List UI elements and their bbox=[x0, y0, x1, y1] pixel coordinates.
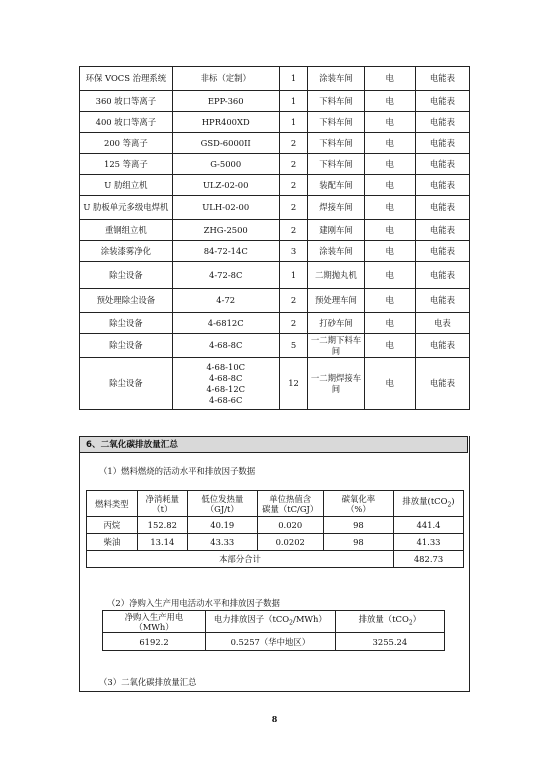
table-row bbox=[80, 196, 470, 220]
equipment-cell-location: 一二期焊接车间 bbox=[308, 358, 364, 410]
equipment-cell-model: 4-72-8C bbox=[172, 262, 279, 289]
equipment-cell-qty: 1 bbox=[279, 112, 308, 133]
table-row bbox=[87, 517, 464, 534]
equipment-cell-model: 84-72-14C bbox=[172, 241, 279, 262]
table-row bbox=[103, 633, 445, 651]
fuel-cell: 98 bbox=[323, 517, 393, 534]
table-row bbox=[80, 220, 470, 241]
equipment-cell-qty: 1 bbox=[279, 262, 308, 289]
fuel-cell: 40.19 bbox=[187, 517, 257, 534]
model-line: 4-68-8C bbox=[209, 372, 243, 383]
electricity-table bbox=[102, 610, 445, 651]
page-number: 8 bbox=[271, 714, 278, 724]
equipment-cell-meter: 电表 bbox=[415, 313, 469, 334]
equipment-cell-meter: 电能表 bbox=[415, 241, 469, 262]
fuel-header-carbon: 单位热值含 碳量（tC/GJ） bbox=[257, 491, 323, 517]
equipment-cell-energy: 电 bbox=[364, 289, 415, 313]
section-title: 6、二氧化碳排放量汇总 bbox=[79, 436, 468, 453]
elec-header-factor: 电力排放因子（tCO$_2$/MWh） bbox=[206, 611, 336, 633]
equipment-cell-qty: 2 bbox=[279, 289, 308, 313]
equipment-cell-location: 建刚车间 bbox=[308, 220, 364, 241]
equipment-cell-energy: 电 bbox=[364, 154, 415, 175]
table-row bbox=[80, 289, 470, 313]
equipment-cell-meter: 电能表 bbox=[415, 262, 469, 289]
equipment-cell-location: 装配车间 bbox=[308, 175, 364, 196]
equipment-cell-location: 下料车间 bbox=[308, 112, 364, 133]
fuel-cell: 柴油 bbox=[87, 534, 138, 551]
equipment-cell-energy: 电 bbox=[364, 175, 415, 196]
equipment-cell-model: 4-72 bbox=[172, 289, 279, 313]
electricity-subtitle: （2）净购入生产用电活动水平和排放因子数据 bbox=[107, 598, 280, 608]
equipment-cell-qty: 12 bbox=[279, 358, 308, 410]
table-row bbox=[87, 534, 464, 551]
equipment-cell-energy: 电 bbox=[364, 91, 415, 112]
fuel-header-oxidation: 碳氧化率 （%） bbox=[323, 491, 393, 517]
equipment-cell-name: 涂装漆雾净化 bbox=[80, 241, 173, 262]
fuel-header-emission: 排放量(tCO$_2$) bbox=[394, 491, 464, 517]
subtotal-label: 本部分合计 bbox=[87, 551, 394, 568]
equipment-cell-qty: 3 bbox=[279, 241, 308, 262]
equipment-cell-energy: 电 bbox=[364, 133, 415, 154]
fuel-cell: 0.0202 bbox=[257, 534, 323, 551]
fuel-subtitle: （1）燃料燃烧的活动水平和排放因子数据 bbox=[99, 466, 256, 476]
equipment-cell-meter: 电能表 bbox=[415, 358, 469, 410]
equipment-cell-meter: 电能表 bbox=[415, 334, 469, 358]
equipment-cell-qty: 5 bbox=[279, 334, 308, 358]
equipment-cell-model: 4-68-8C bbox=[172, 334, 279, 358]
elec-header-purchased: 净购入生产用电 （MWh） bbox=[103, 611, 206, 633]
equipment-cell-energy: 电 bbox=[364, 112, 415, 133]
table-row bbox=[80, 112, 470, 133]
table-row bbox=[80, 133, 470, 154]
fuel-cell: 0.020 bbox=[257, 517, 323, 534]
equipment-cell-energy: 电 bbox=[364, 358, 415, 410]
fuel-cell: 152.82 bbox=[137, 517, 187, 534]
equipment-cell-meter: 电能表 bbox=[415, 289, 469, 313]
equipment-cell-name: 环保 VOCS 治理系统 bbox=[80, 67, 173, 91]
equipment-cell-location: 一二期下料车间 bbox=[308, 334, 364, 358]
equipment-cell-location: 下料车间 bbox=[308, 91, 364, 112]
model-line: 4-68-10C bbox=[206, 361, 246, 372]
equipment-cell-energy: 电 bbox=[364, 196, 415, 220]
equipment-cell-qty: 2 bbox=[279, 175, 308, 196]
equipment-cell-meter: 电能表 bbox=[415, 220, 469, 241]
equipment-cell-energy: 电 bbox=[364, 241, 415, 262]
equipment-cell-location: 焊接车间 bbox=[308, 196, 364, 220]
equipment-cell-name: U 肋板单元多级电焊机 bbox=[80, 196, 173, 220]
table-row bbox=[80, 313, 470, 334]
equipment-cell-meter: 电能表 bbox=[415, 175, 469, 196]
equipment-cell-name: 除尘设备 bbox=[80, 262, 173, 289]
equipment-cell-qty: 2 bbox=[279, 133, 308, 154]
equipment-cell-energy: 电 bbox=[364, 334, 415, 358]
fuel-cell: 41.33 bbox=[394, 534, 464, 551]
equipment-cell-meter: 电能表 bbox=[415, 91, 469, 112]
equipment-cell-name: U 肋组立机 bbox=[80, 175, 173, 196]
equipment-cell-qty: 2 bbox=[279, 196, 308, 220]
fuel-cell: 98 bbox=[323, 534, 393, 551]
equipment-cell-location: 预处理车间 bbox=[308, 289, 364, 313]
equipment-cell-meter: 电能表 bbox=[415, 112, 469, 133]
fuel-cell: 13.14 bbox=[137, 534, 187, 551]
table-row bbox=[80, 241, 470, 262]
summary-subtitle: （3）二氧化碳排放量汇总 bbox=[99, 677, 197, 687]
equipment-cell-location: 涂装车间 bbox=[308, 241, 364, 262]
equipment-cell-model: ULZ-02-00 bbox=[172, 175, 279, 196]
equipment-cell-model: G-5000 bbox=[172, 154, 279, 175]
equipment-cell-qty: 1 bbox=[279, 91, 308, 112]
equipment-cell-energy: 电 bbox=[364, 313, 415, 334]
subtotal-row bbox=[87, 551, 464, 568]
equipment-cell-location: 下料车间 bbox=[308, 133, 364, 154]
table-row bbox=[80, 67, 470, 91]
equipment-cell-qty: 1 bbox=[279, 67, 308, 91]
table-row bbox=[80, 91, 470, 112]
fuel-table bbox=[86, 490, 464, 568]
fuel-cell: 43.33 bbox=[187, 534, 257, 551]
equipment-cell-name: 除尘设备 bbox=[80, 313, 173, 334]
equipment-cell-model: HPR400XD bbox=[172, 112, 279, 133]
equipment-cell-qty: 2 bbox=[279, 313, 308, 334]
equipment-cell-qty: 2 bbox=[279, 154, 308, 175]
equipment-cell-location: 打砂车间 bbox=[308, 313, 364, 334]
fuel-cell: 丙烷 bbox=[87, 517, 138, 534]
equipment-cell-energy: 电 bbox=[364, 262, 415, 289]
table-row bbox=[80, 175, 470, 196]
subtotal-value: 482.73 bbox=[394, 551, 464, 568]
fuel-header-consumption: 净消耗量 （t） bbox=[137, 491, 187, 517]
equipment-cell-model: ULH-02-00 bbox=[172, 196, 279, 220]
equipment-cell-meter: 电能表 bbox=[415, 67, 469, 91]
equipment-cell-energy: 电 bbox=[364, 220, 415, 241]
equipment-cell-name: 200 等离子 bbox=[80, 133, 173, 154]
equipment-cell-name: 125 等离子 bbox=[80, 154, 173, 175]
fuel-header-type: 燃料类型 bbox=[87, 491, 138, 517]
table-row bbox=[80, 358, 470, 410]
equipment-cell-model: GSD-6000II bbox=[172, 133, 279, 154]
equipment-cell-model: 4-6812C bbox=[172, 313, 279, 334]
equipment-cell-model: 非标（定制） bbox=[172, 67, 279, 91]
elec-cell: 6192.2 bbox=[103, 633, 206, 651]
equipment-cell-meter: 电能表 bbox=[415, 154, 469, 175]
equipment-cell-name: 除尘设备 bbox=[80, 358, 173, 410]
table-row bbox=[80, 262, 470, 289]
equipment-cell-location: 涂装车间 bbox=[308, 67, 364, 91]
elec-cell: 0.5257（华中地区） bbox=[206, 633, 336, 651]
equipment-cell-model: EPP-360 bbox=[172, 91, 279, 112]
equipment-cell-location: 下料车间 bbox=[308, 154, 364, 175]
model-line: 4-68-6C bbox=[209, 394, 243, 405]
table-row bbox=[80, 334, 470, 358]
fuel-cell: 441.4 bbox=[394, 517, 464, 534]
equipment-cell-name: 400 坡口等离子 bbox=[80, 112, 173, 133]
equipment-cell-meter: 电能表 bbox=[415, 133, 469, 154]
equipment-cell-location: 二期抛丸机 bbox=[308, 262, 364, 289]
elec-header-emission: 排放量（tCO$_2$） bbox=[335, 611, 444, 633]
equipment-cell-meter: 电能表 bbox=[415, 196, 469, 220]
fuel-header-ncv: 低位发热量 （GJ/t） bbox=[187, 491, 257, 517]
equipment-table bbox=[79, 66, 470, 410]
model-line: 4-68-12C bbox=[206, 383, 246, 394]
equipment-cell-name: 预处理除尘设备 bbox=[80, 289, 173, 313]
equipment-cell-qty: 2 bbox=[279, 220, 308, 241]
equipment-cell-name: 360 坡口等离子 bbox=[80, 91, 173, 112]
equipment-cell-model: ZHG-2500 bbox=[172, 220, 279, 241]
equipment-cell-models bbox=[172, 358, 279, 410]
table-row bbox=[80, 154, 470, 175]
equipment-cell-name: 除尘设备 bbox=[80, 334, 173, 358]
equipment-cell-name: 重钢组立机 bbox=[80, 220, 173, 241]
equipment-cell-energy: 电 bbox=[364, 67, 415, 91]
elec-cell: 3255.24 bbox=[335, 633, 444, 651]
